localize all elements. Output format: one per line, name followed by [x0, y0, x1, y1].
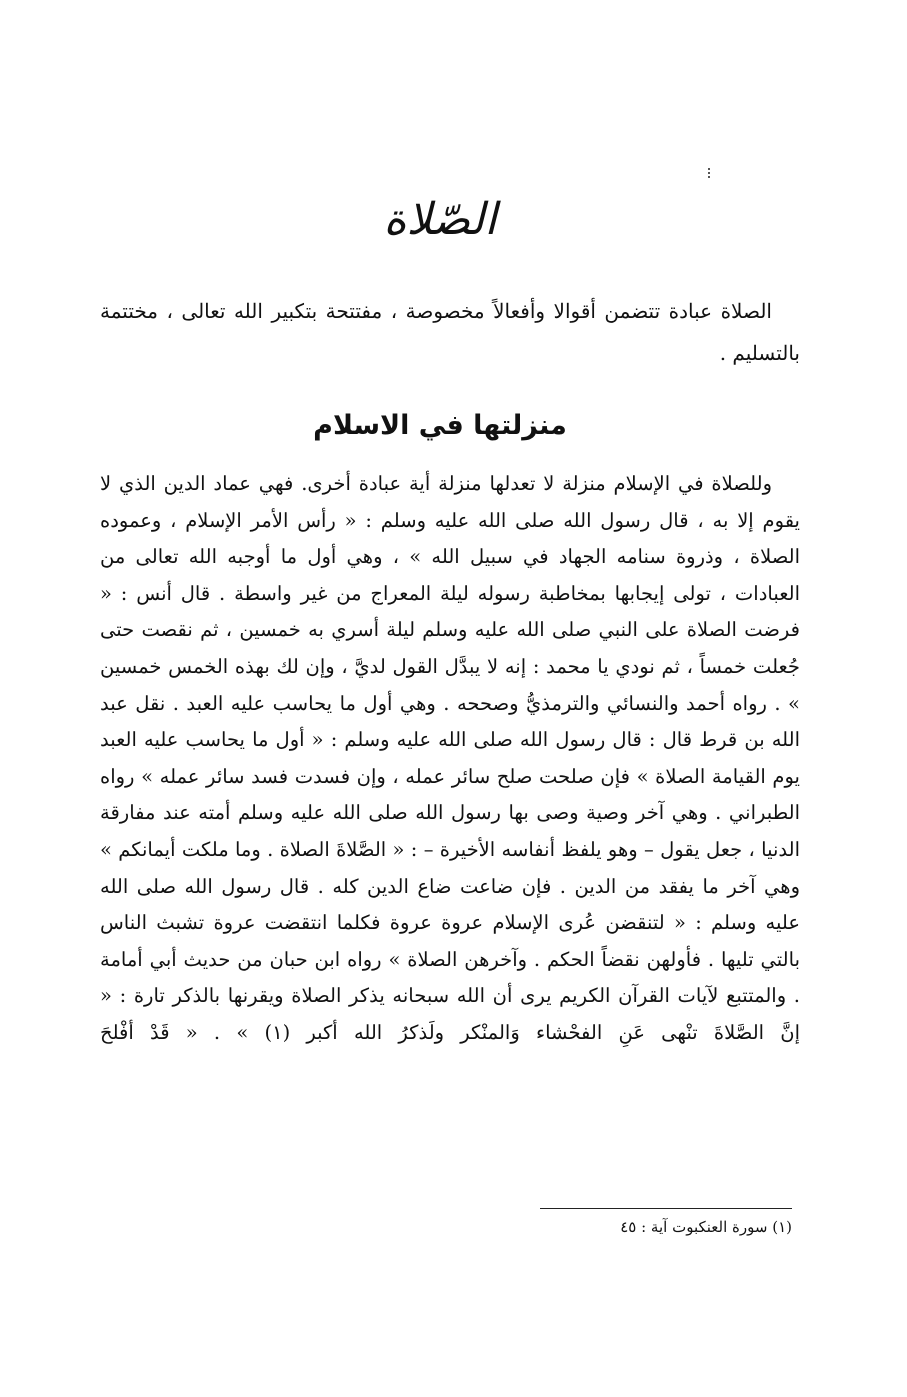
intro-paragraph: الصلاة عبادة تتضمن أقوالا وأفعالاً مخصوصة ، مفتتحة بتكبير الله تعالى ، مختتمة بالتسليم .	[100, 299, 800, 365]
chapter-title: الصّلاة	[383, 194, 497, 245]
section-heading: منزلتها في الاسلام	[313, 410, 567, 441]
footnote: (١) سورة العنكبوت آية : ٤٥	[620, 1218, 792, 1236]
body-paragraph: وللصلاة في الإسلام منزلة لا تعدلها منزلة أية عبادة أخرى. فهي عماد الدين الذي لا يقوم إلا به ، قال رسول الله صلى الله عليه وسلم : « رأس الأمر الإسلام ، وعموده الصلاة ، وذروة سنامه الجهاد في سبيل الله » ، وهي أول ما أوجبه الله تعالى من العبادات ، تولى إيجابها بمخاطبة رسوله ليلة المعراج من غير واسطة . قال أنس : « فرضت الصلاة على النبي صلى الله عليه وسلم ليلة أسري به خمسين ، ثم نقصت حتى جُعلت خمساً ، ثم نودي يا محمد : إنه لا يبدَّل القول لديَّ ، وإن لك بهذه الخمس خمسين » . رواه أحمد والنسائي والترمذيُّ وصححه . وهي أول ما يحاسب عليه العبد . نقل عبد الله بن قرط قال : قال رسول الله صلى الله عليه وسلم : « أول ما يحاسب عليه العبد يوم القيامة الصلاة » فإن صلحت صلح سائر عمله ، وإن فسدت فسد سائر عمله » رواه الطبراني . وهي آخر وصية وصى بها رسول الله صلى الله عليه وسلم أمته عند مفارقة الدنيا ، جعل يقول – وهو يلفظ أنفاسه الأخيرة – : « الصَّلاةَ الصلاة . وما ملكت أيمانكم » وهي آخر ما يفقد من الدين . فإن ضاعت ضاع الدين كله . قال رسول الله صلى الله عليه وسلم : « لتنقضن عُرى الإسلام عروة عروة فكلما انتقضت عروة تشبث الناس بالتي تليها . فأولهن نقضاً الحكم . وآخرهن الصلاة » رواه ابن حبان من حديث أبي أمامة . والمتتبع لآيات القرآن الكريم يرى أن الله سبحانه يذكر الصلاة ويقرنها بالذكر تارة : « إنَّ الصَّلاةَ تنْهى عَنِ الفحْشاء وَالمنْكر ولَذكرُ الله أكبر (١) » . « قَدْ أفْلحَ	[100, 472, 800, 1044]
scan-speck	[708, 168, 713, 178]
footnote-divider	[540, 1208, 792, 1209]
